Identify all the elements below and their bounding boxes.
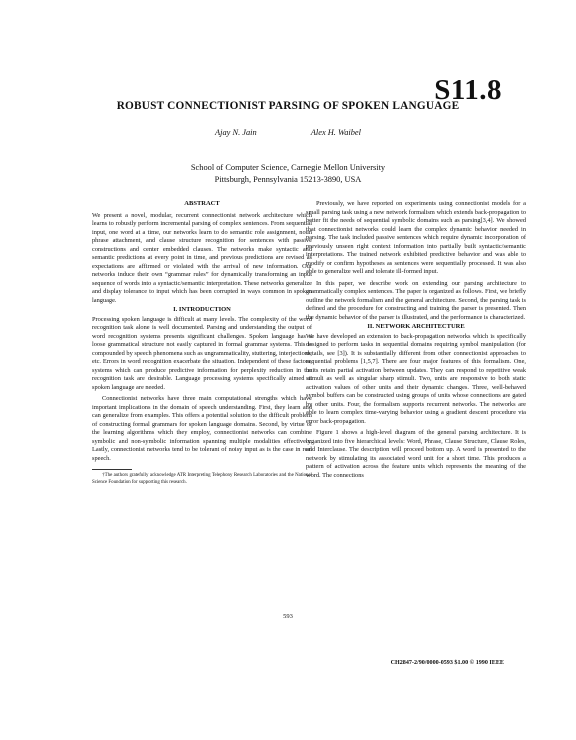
body-paragraph: Processing spoken language is difficult at many levels. The complexity of the word recognition task alone is well documented. Parsing and understanding the output of word recognition systems presents significant challenges. Spoken language has a loose grammatical structure not easily captured in formal grammar systems. This is compounded by speech phenomena such as ungrammaticality, stuttering, interjections, etc. Errors in word recognition exacerbate the situation. Independent of these factors, systems which can produce predictive information for perplexity reduction in the recognition task are desirable. Language processing systems specifically aimed at spoken language are needed. [92,315,312,391]
affiliation-line: School of Computer Science, Carnegie Mellon University [190,163,386,172]
abstract-heading: ABSTRACT [184,200,220,207]
session-code: S11.8 [434,74,502,106]
body-paragraph: In this paper, we describe work on extending our parsing architecture to grammatically complex sentences. The paper is organized as follows. First, we briefly outline the network formalism and the general architecture. Second, the parsing task is defined and the procedure for constructing and training the parser is presented. Then the dynamic behavior of the parser is illustrated, and the performance is characterized. [306,279,526,321]
body-paragraph: Figure 1 shows a high-level diagram of the general parsing architecture. It is organized into five hierarchical levels: Word, Phrase, Clause Structure, Clause Roles, and Interclause. The description will proceed bottom up. A word is presented to the network by stimulating its associated word unit for a short time. This produces a pattern of activation across the feature units which represents the meaning of the word. The connections [306,429,526,479]
section-heading-introduction: I. INTRODUCTION [173,306,231,313]
author-name: Ajay N. Jain [215,128,257,137]
ieee-copyright-line: CH2847-2/90/0000-0593 $1.00 © 1990 IEEE [390,660,504,666]
affiliation [0,162,576,186]
paper-title: ROBUST CONNECTIONIST PARSING OF SPOKEN LANGUAGE [116,100,460,112]
footnote-divider [92,469,132,470]
body-paragraph: Previously, we have reported on experiments using connectionist models for a small parsing task using a new network formalism which extends back-propagation to better fit the needs of sequential symbolic domains such as parsing[3,4]. We showed that connectionist networks could learn the complex dynamic behavior needed in parsing. The task included passive sentences which require dynamic incorporation of previously unseen right context information into partially built syntactic/semantic interpretations. The trained network exhibited predictive behavior and was able to modify or confirm hypotheses as sentences were sequentially processed. It was also able to generalize well and tolerate ill-formed input. [306,200,526,275]
author-list [0,128,576,137]
affiliation-line: Pittsburgh, Pennsylvania 15213-3890, USA [214,175,362,184]
left-column [92,200,312,486]
page-number: 593 [283,613,293,620]
abstract-text: We present a novel, modular, recurrent connectionist network architecture which learns to robustly perform incremental parsing of complex sentences. From sequential input, one word at a time, our networks learn to do semantic role assignment, noun phrase attachment, and clause structure recognition for sentences with passive constructions and center embedded clauses. The networks make syntactic and semantic predictions at every point in time, and previous predictions are revised as expectations are affirmed or violated with the arrival of new information. Our networks induce their own “grammar rules” for dynamically transforming an input sequence of words into a syntactic/semantic interpretation. These networks generalize and display tolerance to input which has been corrupted in ways common in spoken language. [92,211,312,304]
author-name: Alex H. Waibel [310,128,361,137]
right-column [306,200,526,480]
body-paragraph: We have developed an extension to back-propagation networks which is specifically designed to perform tasks in sequential domains requiring symbol manipulation (for details, see [3]). It is substantially different from other connectionist approaches to sequential problems [1,5,7]. There are four major features of this formalism. One, units retain partial activation between updates. They can respond to repetitive weak stimuli as well as singular sharp stimuli. Two, units are responsive to both static activation values of other units and their dynamic changes. Three, well-behaved symbol buffers can be constructed using groups of units whose connections are gated by other units. Four, the formalism supports recurrent networks. The networks are able to learn complex time-varying behavior using a gradient descent procedure via error back-propagation. [306,332,526,425]
body-paragraph: Connectionist networks have three main computational strengths which have important implications in the domain of speech understanding. First, they learn and can generalize from examples. This offers a potential solution to the difficult problem of constructing formal grammars for spoken language domains. Second, by virtue of the learning algorithms which they employ, connectionist networks can combine symbolic and non-symbolic information spanning multiple modalities effectively. Lastly, connectionist networks tend to be tolerant of noisy input as is the case in real speech. [92,395,312,462]
section-heading-network-architecture: II. NETWORK ARCHITECTURE [367,323,465,330]
footnote: †The authors gratefully acknowledge ATR Interpreting Telephony Research Laboratories and the National Science Foundation for supporting this research. [92,473,312,485]
